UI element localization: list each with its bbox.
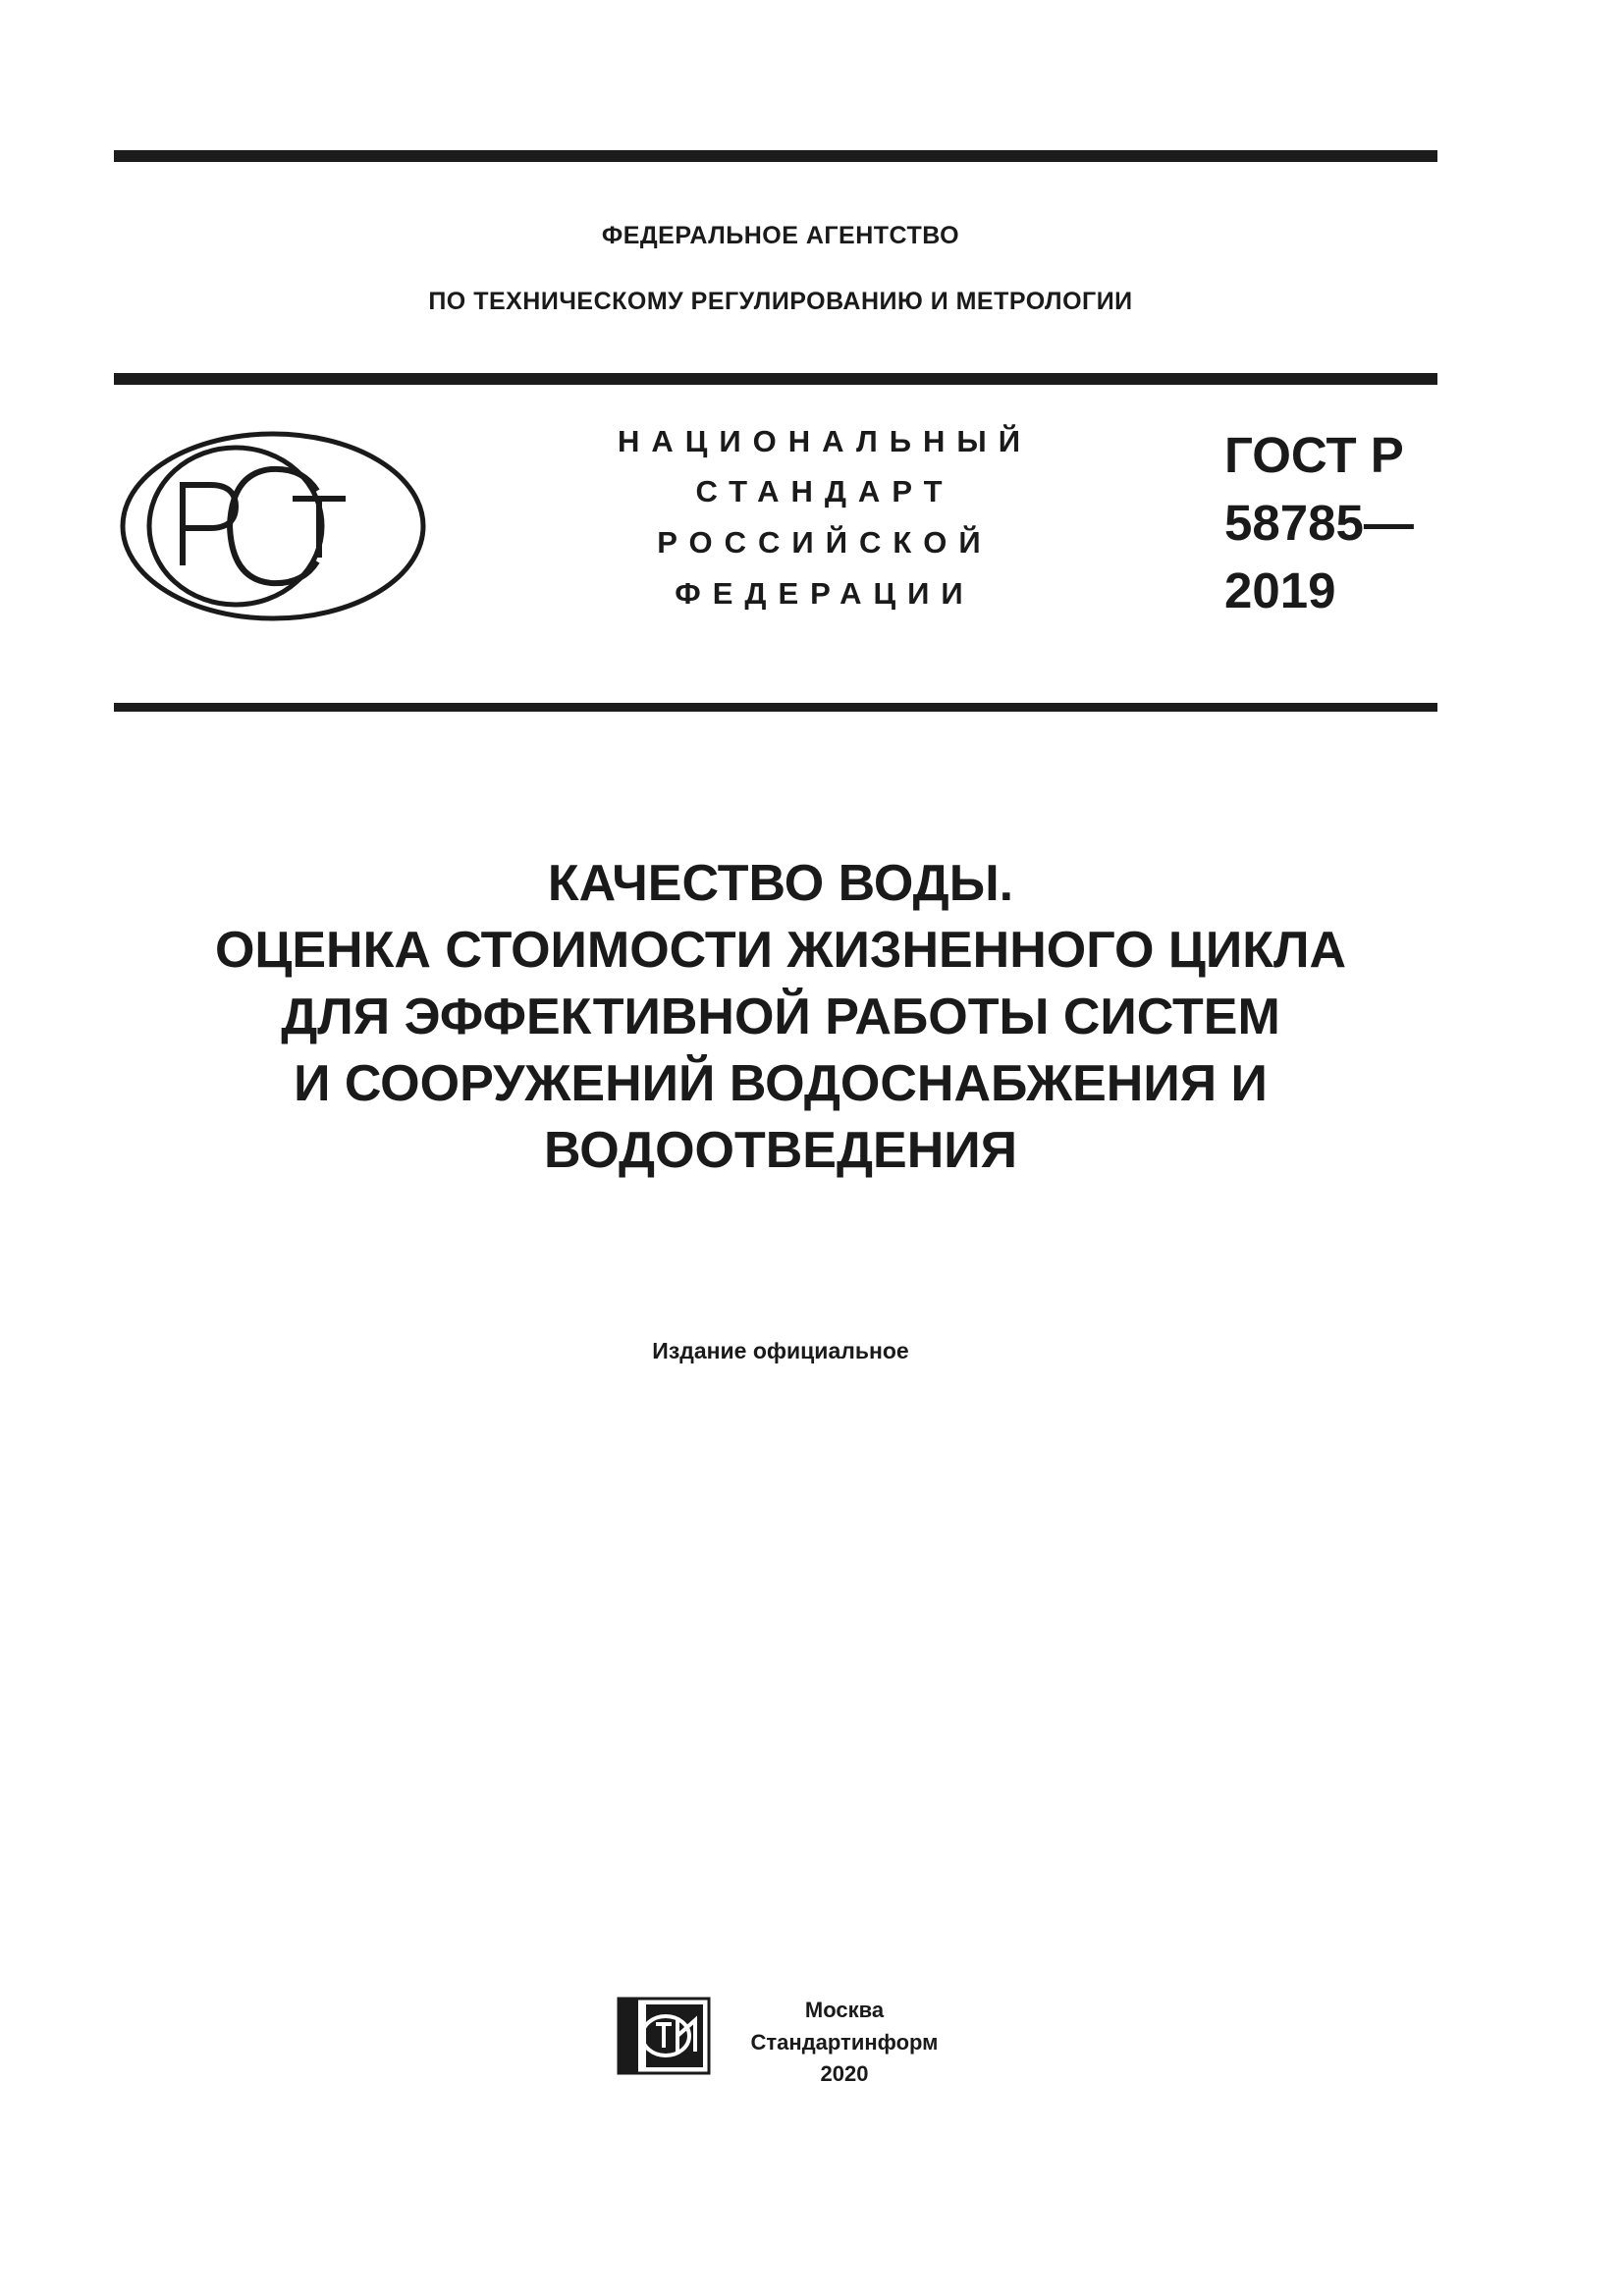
standard-designation-line-3: 2019 <box>1224 562 1336 618</box>
publication-year: 2020 <box>820 2061 869 2086</box>
title-line: И СООРУЖЕНИЙ ВОДОСНАБЖЕНИЯ И <box>294 1055 1268 1112</box>
agency-name-line-2: ПО ТЕХНИЧЕСКОМУ РЕГУЛИРОВАНИЮ И МЕТРОЛОГИИ <box>428 288 1133 315</box>
standard-type-line-2: СТАНДАРТ <box>695 474 954 508</box>
edition-note: Издание официальное <box>652 1338 909 1363</box>
publisher-city: Москва <box>804 1998 885 2022</box>
title-line: ДЛЯ ЭФФЕКТИВНОЙ РАБОТЫ СИСТЕМ <box>281 988 1280 1045</box>
title-line: КАЧЕСТВО ВОДЫ. <box>547 855 1014 912</box>
standard-designation-line-2: 58785— <box>1224 495 1414 551</box>
middle-divider <box>114 373 1437 385</box>
rst-certification-mark-icon <box>116 428 430 624</box>
top-divider <box>114 150 1437 162</box>
title-line: ОЦЕНКА СТОИМОСТИ ЖИЗНЕННОГО ЦИКЛА <box>214 922 1347 979</box>
standartinform-logo-icon <box>617 1995 711 2077</box>
bottom-divider <box>114 703 1437 712</box>
standard-type-line-1: НАЦИОНАЛЬНЫЙ <box>617 424 1033 458</box>
standard-designation-line-1: ГОСТ Р <box>1224 427 1404 483</box>
document-title <box>0 850 1561 1184</box>
title-line: ВОДООТВЕДЕНИЯ <box>544 1122 1017 1179</box>
agency-name-line-1: ФЕДЕРАЛЬНОЕ АГЕНТСТВО <box>601 222 960 249</box>
publisher-name: Стандартинформ <box>750 2030 939 2055</box>
standard-type-line-3: РОССИЙСКОЙ <box>657 525 993 560</box>
standard-type-line-4: ФЕДЕРАЦИИ <box>675 576 975 611</box>
